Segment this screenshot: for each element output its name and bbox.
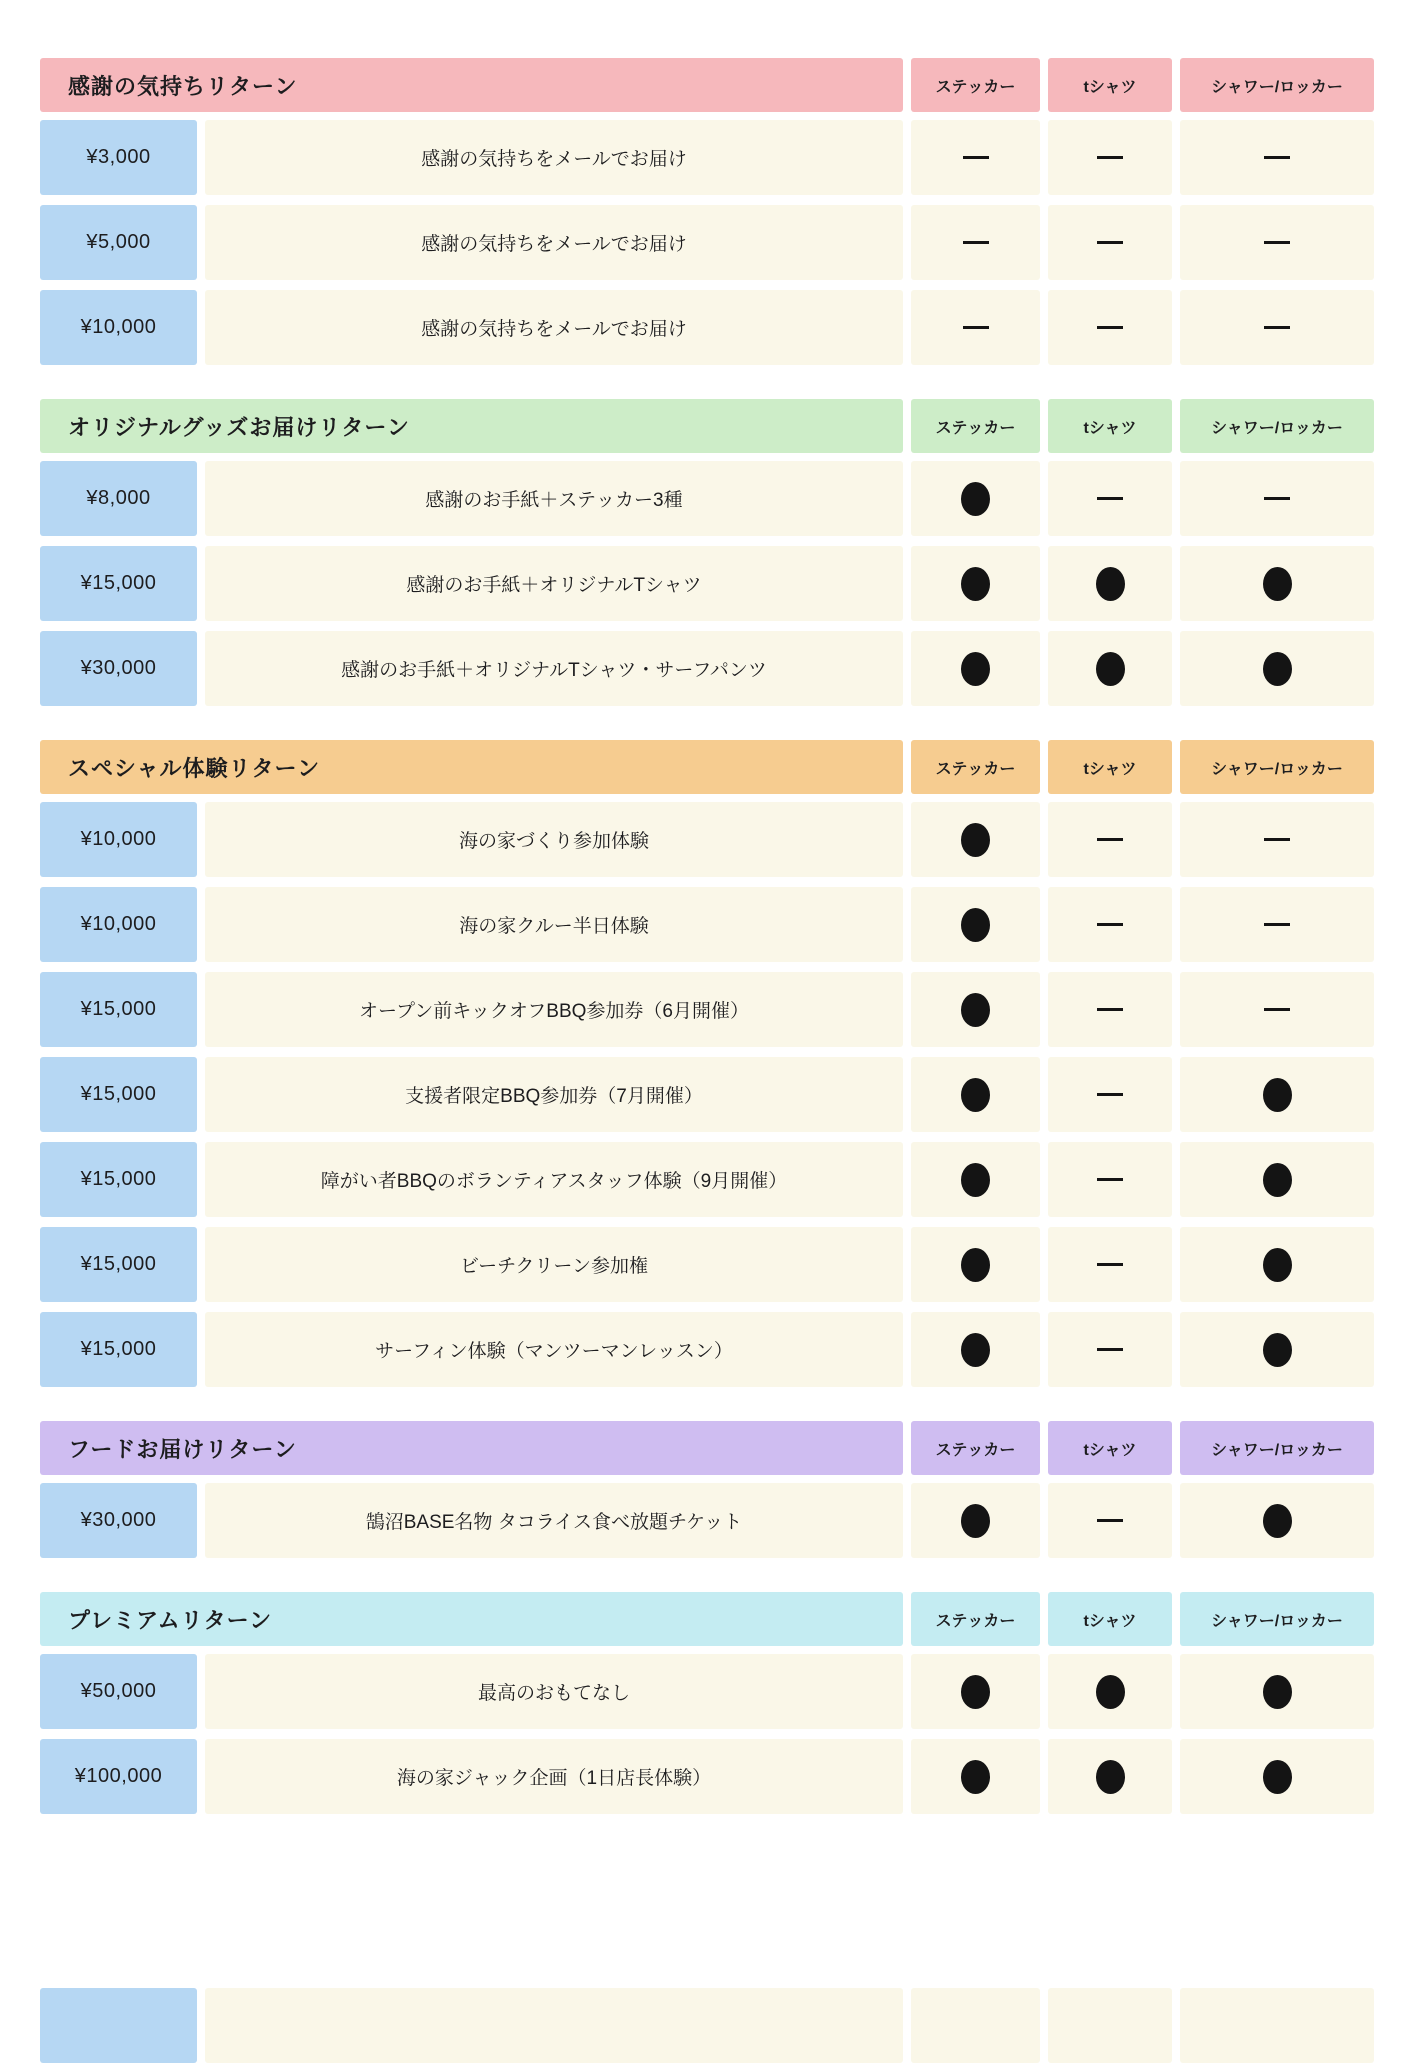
rewards-table	[40, 58, 1374, 1848]
table-row	[40, 972, 1374, 1047]
circle-mark	[1096, 652, 1125, 686]
dash-mark	[1097, 838, 1123, 841]
mark-cell	[1048, 1654, 1172, 1729]
table-row	[40, 1312, 1374, 1387]
circle-mark	[1263, 652, 1292, 686]
item-cell: 感謝の気持ちをメールでお届け	[205, 290, 903, 365]
item-cell: 鵠沼BASE名物 タコライス食べ放題チケット	[205, 1483, 903, 1558]
column-header: ステッカー	[911, 399, 1040, 453]
price-cell: ¥30,000	[40, 631, 197, 706]
price-cell: ¥15,000	[40, 546, 197, 621]
mark-cell	[911, 120, 1040, 195]
item-cell: サーフィン体験（マンツーマンレッスン）	[205, 1312, 903, 1387]
circle-mark	[961, 823, 990, 857]
mark-cell	[1048, 1739, 1172, 1814]
price-cell: ¥30,000	[40, 1483, 197, 1558]
mark-cell	[1180, 1654, 1374, 1729]
circle-mark	[961, 993, 990, 1027]
table-row	[40, 1057, 1374, 1132]
mark-cell	[1180, 1312, 1374, 1387]
mark-cell	[1180, 120, 1374, 195]
table-row	[40, 1483, 1374, 1558]
circle-mark	[1096, 1675, 1125, 1709]
item-cell: 感謝の気持ちをメールでお届け	[205, 205, 903, 280]
dash-mark	[1097, 241, 1123, 244]
circle-mark	[961, 482, 990, 516]
column-header: シャワー/ロッカー	[1180, 1421, 1374, 1475]
mark-cell	[1048, 1227, 1172, 1302]
partial-row-clipped	[40, 1988, 1374, 2063]
circle-mark	[961, 908, 990, 942]
mark-cell	[1048, 972, 1172, 1047]
circle-mark	[961, 1163, 990, 1197]
mark-cell	[1180, 1142, 1374, 1217]
mark-cell	[1048, 205, 1172, 280]
table-row	[40, 1739, 1374, 1814]
mark-cell	[1180, 1057, 1374, 1132]
column-header: tシャツ	[1048, 1421, 1172, 1475]
item-cell: 感謝の気持ちをメールでお届け	[205, 120, 903, 195]
mark-cell	[911, 1312, 1040, 1387]
dash-mark	[1097, 497, 1123, 500]
dash-mark	[1264, 497, 1290, 500]
circle-mark	[961, 1760, 990, 1794]
circle-mark	[961, 652, 990, 686]
circle-mark	[961, 1248, 990, 1282]
mark-cell	[911, 546, 1040, 621]
circle-mark	[961, 1504, 990, 1538]
price-cell: ¥3,000	[40, 120, 197, 195]
dash-mark	[1264, 923, 1290, 926]
section-header-row	[40, 1421, 1374, 1475]
price-cell: ¥10,000	[40, 290, 197, 365]
mark-cell	[911, 972, 1040, 1047]
dash-mark	[1264, 838, 1290, 841]
table-row	[40, 1654, 1374, 1729]
mark-cell	[911, 1227, 1040, 1302]
mark-cell	[1048, 1057, 1172, 1132]
price-cell: ¥15,000	[40, 1312, 197, 1387]
item-cell: 支援者限定BBQ参加券（7月開催）	[205, 1057, 903, 1132]
dash-mark	[963, 241, 989, 244]
mark-cell	[911, 1739, 1040, 1814]
circle-mark	[1263, 1333, 1292, 1367]
section-title: オリジナルグッズお届けリターン	[40, 399, 903, 453]
price-cell: ¥15,000	[40, 972, 197, 1047]
circle-mark	[1263, 1163, 1292, 1197]
mark-cell	[1048, 1312, 1172, 1387]
mark-cell	[1048, 1483, 1172, 1558]
price-cell: ¥100,000	[40, 1739, 197, 1814]
circle-mark	[961, 1078, 990, 1112]
mark-cell	[1048, 631, 1172, 706]
section-title: フードお届けリターン	[40, 1421, 903, 1475]
mark-cell	[1048, 461, 1172, 536]
dash-mark	[963, 156, 989, 159]
item-cell: 障がい者BBQのボランティアスタッフ体験（9月開催）	[205, 1142, 903, 1217]
section-header-row	[40, 58, 1374, 112]
dash-mark	[1097, 1008, 1123, 1011]
reward-section	[40, 58, 1374, 365]
table-row	[40, 631, 1374, 706]
dash-mark	[1097, 326, 1123, 329]
dash-mark	[1097, 1178, 1123, 1181]
price-cell: ¥15,000	[40, 1142, 197, 1217]
item-cell: ビーチクリーン参加権	[205, 1227, 903, 1302]
mark-cell	[911, 1483, 1040, 1558]
mark-cell	[911, 1988, 1040, 2063]
mark-cell	[1180, 1739, 1374, 1814]
mark-cell	[1180, 802, 1374, 877]
dash-mark	[1097, 156, 1123, 159]
section-header-row	[40, 399, 1374, 453]
table-row	[40, 887, 1374, 962]
reward-section	[40, 1421, 1374, 1558]
mark-cell	[1180, 1227, 1374, 1302]
table-row	[40, 546, 1374, 621]
reward-section	[40, 399, 1374, 706]
mark-cell	[1048, 802, 1172, 877]
dash-mark	[1097, 1093, 1123, 1096]
circle-mark	[961, 1675, 990, 1709]
table-row	[40, 120, 1374, 195]
dash-mark	[1097, 923, 1123, 926]
price-cell: ¥15,000	[40, 1227, 197, 1302]
mark-cell	[911, 290, 1040, 365]
circle-mark	[1263, 567, 1292, 601]
mark-cell	[1048, 546, 1172, 621]
mark-cell	[911, 205, 1040, 280]
mark-cell	[911, 1057, 1040, 1132]
mark-cell	[1180, 972, 1374, 1047]
item-cell: 感謝のお手紙＋ステッカー3種	[205, 461, 903, 536]
circle-mark	[1263, 1760, 1292, 1794]
mark-cell	[1180, 887, 1374, 962]
column-header: ステッカー	[911, 1421, 1040, 1475]
mark-cell	[1180, 205, 1374, 280]
mark-cell	[1180, 1483, 1374, 1558]
section-title: プレミアムリターン	[40, 1592, 903, 1646]
price-cell: ¥8,000	[40, 461, 197, 536]
mark-cell	[1180, 546, 1374, 621]
price-cell: ¥10,000	[40, 802, 197, 877]
section-header-row	[40, 740, 1374, 794]
circle-mark	[1096, 1760, 1125, 1794]
dash-mark	[1097, 1263, 1123, 1266]
dash-mark	[1264, 156, 1290, 159]
section-title: スペシャル体験リターン	[40, 740, 903, 794]
table-row	[40, 461, 1374, 536]
column-header: シャワー/ロッカー	[1180, 399, 1374, 453]
column-header: シャワー/ロッカー	[1180, 1592, 1374, 1646]
mark-cell	[911, 887, 1040, 962]
section-header-row	[40, 1592, 1374, 1646]
mark-cell	[1180, 290, 1374, 365]
item-cell: 最高のおもてなし	[205, 1654, 903, 1729]
table-row	[40, 290, 1374, 365]
column-header: tシャツ	[1048, 399, 1172, 453]
section-title: 感謝の気持ちリターン	[40, 58, 903, 112]
table-row	[40, 205, 1374, 280]
mark-cell	[911, 461, 1040, 536]
dash-mark	[1097, 1348, 1123, 1351]
circle-mark	[1096, 567, 1125, 601]
mark-cell	[1048, 887, 1172, 962]
mark-cell	[1048, 120, 1172, 195]
circle-mark	[1263, 1504, 1292, 1538]
column-header: シャワー/ロッカー	[1180, 58, 1374, 112]
price-cell	[40, 1988, 197, 2063]
column-header: ステッカー	[911, 58, 1040, 112]
item-cell: 感謝のお手紙＋オリジナルTシャツ	[205, 546, 903, 621]
table-row	[40, 1142, 1374, 1217]
column-header: tシャツ	[1048, 740, 1172, 794]
dash-mark	[1097, 1519, 1123, 1522]
circle-mark	[961, 567, 990, 601]
column-header: tシャツ	[1048, 58, 1172, 112]
table-row	[40, 1227, 1374, 1302]
table-row	[40, 802, 1374, 877]
circle-mark	[1263, 1248, 1292, 1282]
dash-mark	[963, 326, 989, 329]
mark-cell	[911, 802, 1040, 877]
mark-cell	[1180, 631, 1374, 706]
column-header: ステッカー	[911, 740, 1040, 794]
reward-section	[40, 740, 1374, 1387]
reward-section	[40, 1592, 1374, 1814]
item-cell: オープン前キックオフBBQ参加券（6月開催）	[205, 972, 903, 1047]
mark-cell	[1048, 290, 1172, 365]
price-cell: ¥10,000	[40, 887, 197, 962]
price-cell: ¥5,000	[40, 205, 197, 280]
mark-cell	[1048, 1142, 1172, 1217]
item-cell: 海の家クルー半日体験	[205, 887, 903, 962]
dash-mark	[1264, 326, 1290, 329]
item-cell: 感謝のお手紙＋オリジナルTシャツ・サーフパンツ	[205, 631, 903, 706]
price-cell: ¥50,000	[40, 1654, 197, 1729]
column-header: tシャツ	[1048, 1592, 1172, 1646]
mark-cell	[1048, 1988, 1172, 2063]
dash-mark	[1264, 241, 1290, 244]
dash-mark	[1264, 1008, 1290, 1011]
item-cell	[205, 1988, 903, 2063]
mark-cell	[911, 1654, 1040, 1729]
circle-mark	[1263, 1675, 1292, 1709]
column-header: ステッカー	[911, 1592, 1040, 1646]
column-header: シャワー/ロッカー	[1180, 740, 1374, 794]
mark-cell	[1180, 1988, 1374, 2063]
item-cell: 海の家づくり参加体験	[205, 802, 903, 877]
mark-cell	[911, 631, 1040, 706]
mark-cell	[911, 1142, 1040, 1217]
price-cell: ¥15,000	[40, 1057, 197, 1132]
mark-cell	[1180, 461, 1374, 536]
circle-mark	[1263, 1078, 1292, 1112]
item-cell: 海の家ジャック企画（1日店長体験）	[205, 1739, 903, 1814]
circle-mark	[961, 1333, 990, 1367]
